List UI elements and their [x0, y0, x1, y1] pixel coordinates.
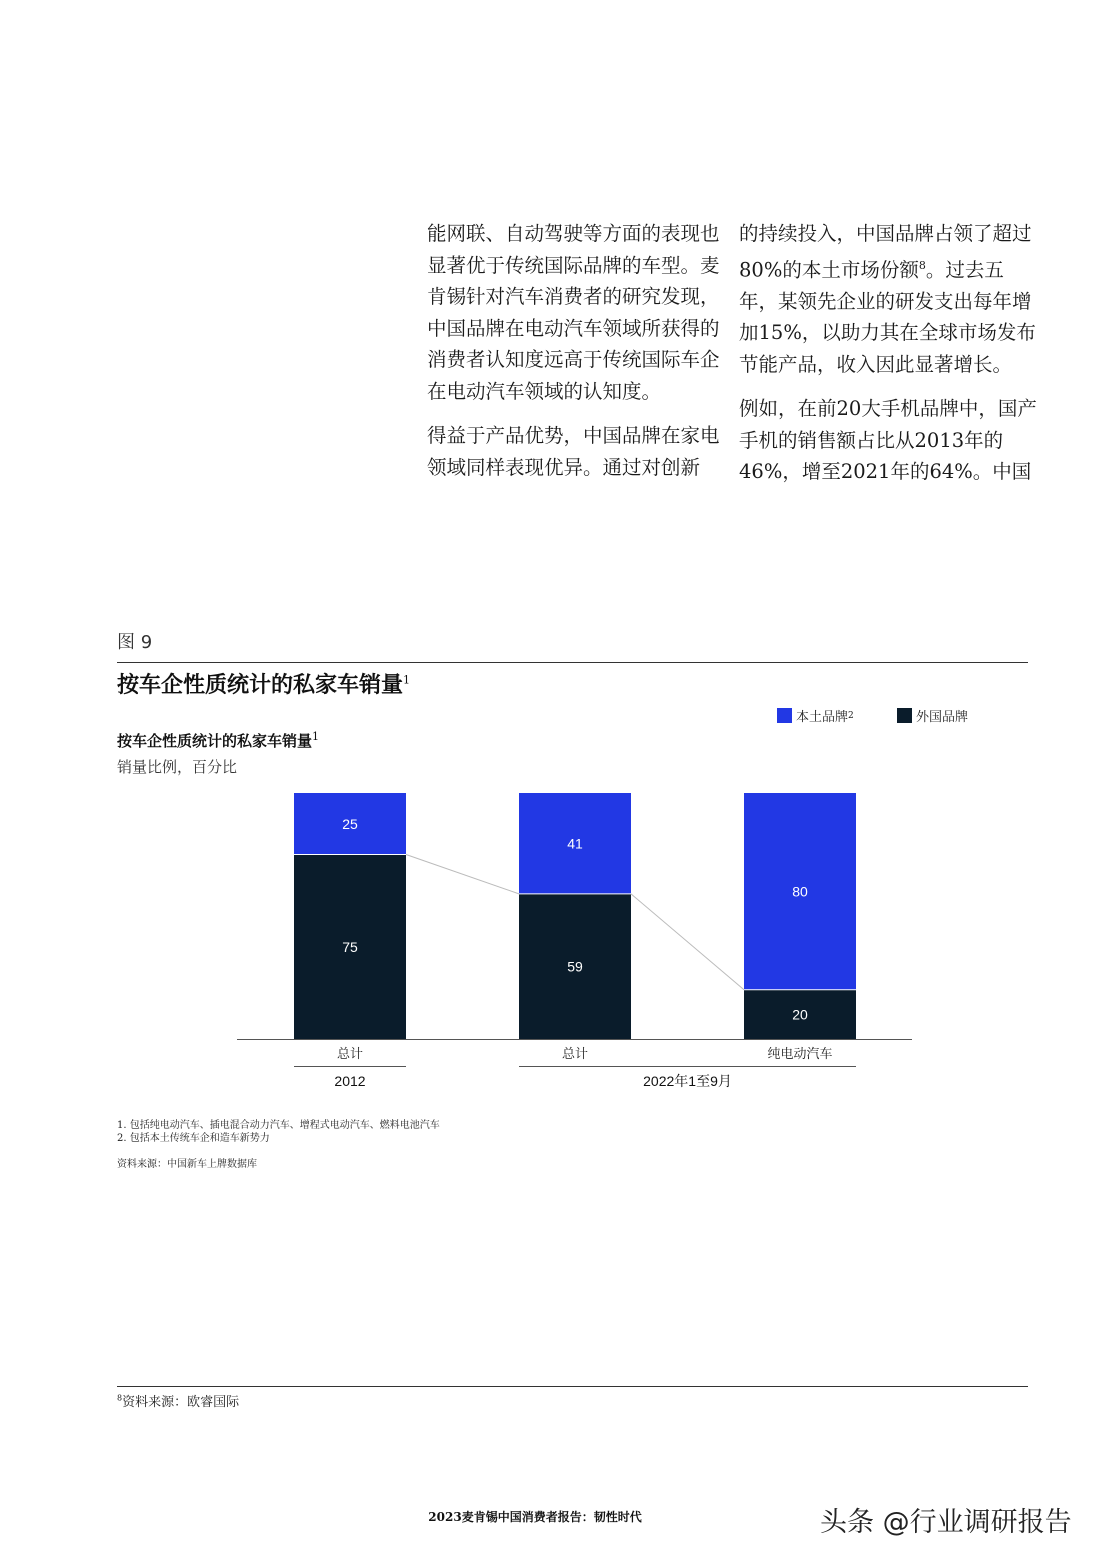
footnote-text: 资料来源：欧睿国际 [122, 1395, 240, 1410]
footnote-ref: 1 [312, 730, 320, 743]
connector-line [631, 894, 744, 990]
footnote-ref[interactable]: 8 [918, 258, 926, 272]
footnote-number: 8 [117, 1393, 123, 1403]
legend-label: 本土品牌 [796, 710, 849, 725]
paragraph: 例如，在前20大手机品牌中，国产手机的销售额占比从2013年的46%，增至2021年的64%。中国 [739, 397, 1037, 483]
data-label: 20 [792, 1006, 808, 1023]
data-label: 75 [342, 938, 358, 955]
group-label: 2012 [334, 1073, 366, 1089]
connector-line [406, 855, 519, 894]
chart-notes [117, 1119, 440, 1145]
paragraph-text: 的持续投入，中国品牌占领了超过80%的本土市场份额 [739, 222, 1032, 281]
note-1: 1. 包括纯电动汽车、插电混合动力汽车、增程式电动汽车、燃料电池汽车 [117, 1120, 440, 1131]
footnote-ref: 2 [848, 710, 854, 721]
chart-title-text: 按车企性质统计的私家车销量 [117, 732, 313, 750]
paragraph-text: 。过去五年，某领先企业的研发支出每年增加15%，以助力其在全球市场发布节能产品，收入因此显著增长。 [739, 258, 1036, 376]
data-label: 59 [567, 958, 583, 975]
data-label: 41 [567, 835, 583, 852]
category-label: 纯电动汽车 [767, 1047, 833, 1062]
paragraph: 能网联、自动驾驶等方面的表现也显著优于传统国际品牌的车型。麦肯锡针对汽车消费者的研究发现，中国品牌在电动汽车领域所获得的消费者认知度远高于传统国际车企在电动汽车领域的认知度。 [427, 222, 720, 403]
footnote-ref: 1 [403, 673, 411, 687]
group-label: 2022年1至9月 [643, 1073, 732, 1089]
watermark: 头条 @行业调研报告 [820, 1507, 1072, 1538]
paragraph: 得益于产品优势，中国品牌在家电领域同样表现优异。通过对创新 [427, 424, 720, 479]
data-label: 80 [792, 883, 808, 900]
figure-title-text: 按车企性质统计的私家车销量 [117, 672, 404, 698]
data-label: 25 [342, 815, 358, 832]
category-label: 总计 [336, 1047, 364, 1062]
category-label: 总计 [561, 1047, 589, 1062]
page-footer: 2023麦肯锡中国消费者报告：韧性时代 [428, 1510, 642, 1524]
chart-subtitle: 销量比例，百分比 [117, 758, 238, 776]
figure-label: 图 9 [117, 632, 153, 653]
legend-label: 外国品牌 [916, 710, 969, 725]
footnote [117, 1391, 239, 1410]
divider [117, 1386, 1028, 1387]
note-2: 2. 包括本土传统车企和造车新势力 [117, 1133, 270, 1144]
chart-source: 资料来源：中国新车上牌数据库 [117, 1159, 257, 1170]
